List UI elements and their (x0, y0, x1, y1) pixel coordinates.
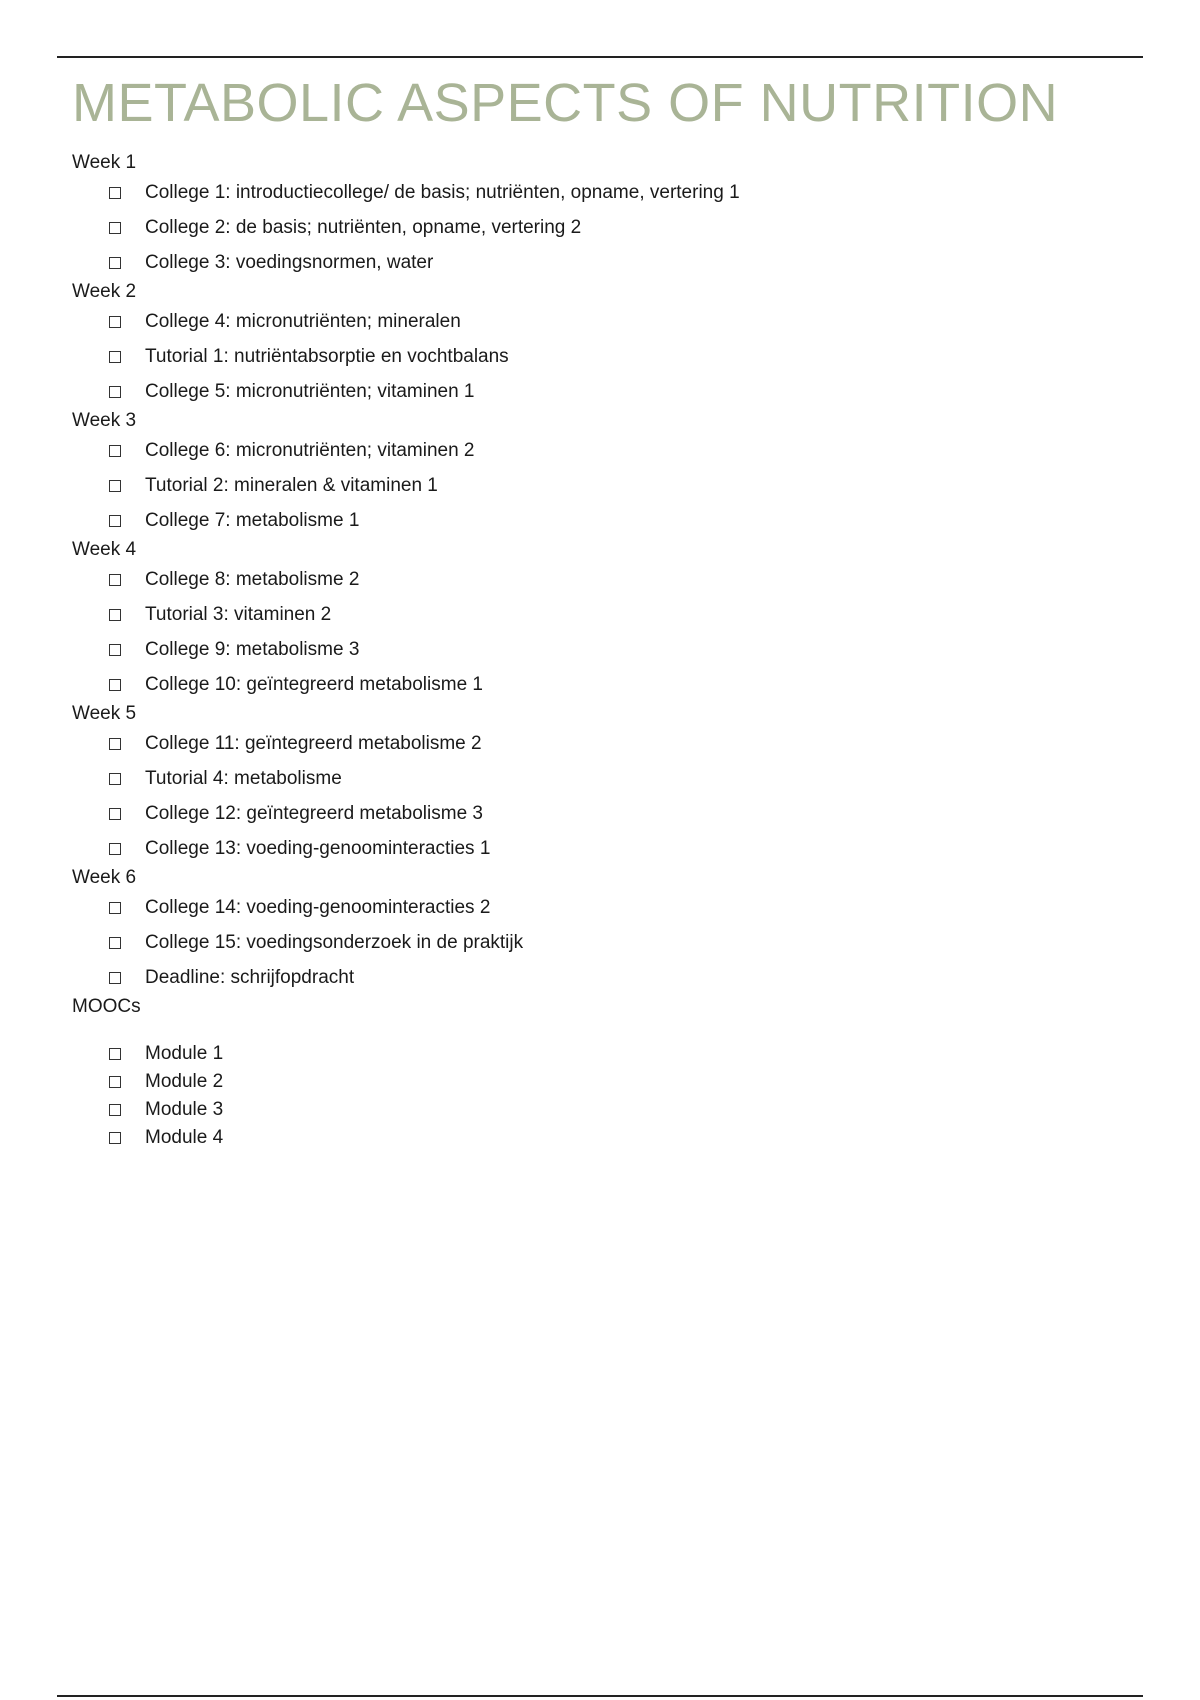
task-list (72, 181, 1112, 275)
task-item (72, 345, 1112, 369)
week-section (72, 702, 1112, 861)
week-heading: Week 5 (72, 703, 137, 724)
task-item (72, 966, 1112, 990)
module-item (72, 1042, 1112, 1066)
checkbox-icon[interactable] (109, 937, 121, 949)
week-section (72, 866, 1112, 990)
task-item (72, 603, 1112, 627)
task-label: College 4: micronutriënten; mineralen (145, 311, 461, 332)
task-label: College 1: introductiecollege/ de basis; nutriënten, opname, vertering 1 (145, 182, 740, 203)
task-item (72, 896, 1112, 920)
checkbox-icon[interactable] (109, 773, 121, 785)
task-label: Tutorial 1: nutriëntabsorptie en vochtbalans (145, 346, 509, 367)
task-item (72, 732, 1112, 756)
task-item (72, 767, 1112, 791)
module-item (72, 1126, 1112, 1150)
checkbox-icon[interactable] (109, 351, 121, 363)
task-label: Tutorial 3: vitaminen 2 (145, 604, 332, 625)
task-list (72, 732, 1112, 861)
task-list (72, 568, 1112, 697)
task-item (72, 439, 1112, 463)
module-label: Module 1 (145, 1043, 224, 1064)
module-label: Module 2 (145, 1071, 224, 1092)
task-list (72, 310, 1112, 404)
checkbox-icon[interactable] (109, 1076, 121, 1088)
checkbox-icon[interactable] (109, 386, 121, 398)
schedule-content (72, 148, 1112, 1154)
moocs-heading: MOOCs (72, 996, 141, 1017)
task-item (72, 216, 1112, 240)
checkbox-icon[interactable] (109, 257, 121, 269)
checkbox-icon[interactable] (109, 738, 121, 750)
task-label: College 7: metabolisme 1 (145, 510, 360, 531)
checkbox-icon[interactable] (109, 609, 121, 621)
task-label: College 2: de basis; nutriënten, opname, vertering 2 (145, 217, 582, 238)
task-item (72, 474, 1112, 498)
task-item (72, 509, 1112, 533)
week-heading: Week 6 (72, 867, 137, 888)
task-label: Deadline: schrijfopdracht (145, 967, 355, 988)
checkbox-icon[interactable] (109, 222, 121, 234)
checkbox-icon[interactable] (109, 445, 121, 457)
task-label: College 3: voedingsnormen, water (145, 252, 434, 273)
checkbox-icon[interactable] (109, 679, 121, 691)
top-rule (57, 56, 1143, 58)
module-item (72, 1070, 1112, 1094)
checkbox-icon[interactable] (109, 316, 121, 328)
checkbox-icon[interactable] (109, 1048, 121, 1060)
checkbox-icon[interactable] (109, 843, 121, 855)
task-label: College 9: metabolisme 3 (145, 639, 360, 660)
task-item (72, 251, 1112, 275)
checkbox-icon[interactable] (109, 644, 121, 656)
module-label: Module 4 (145, 1127, 224, 1148)
task-label: College 14: voeding-genoominteracties 2 (145, 897, 491, 918)
task-item (72, 310, 1112, 334)
week-heading: Week 1 (72, 152, 137, 173)
task-item (72, 837, 1112, 861)
task-list (72, 439, 1112, 533)
document-title: METABOLIC ASPECTS OF NUTRITION (72, 73, 1059, 133)
task-item (72, 181, 1112, 205)
task-label: College 12: geïntegreerd metabolisme 3 (145, 803, 483, 824)
module-item (72, 1098, 1112, 1122)
task-label: Tutorial 4: metabolisme (145, 768, 342, 789)
checkbox-icon[interactable] (109, 808, 121, 820)
module-list (72, 1042, 1112, 1150)
week-section (72, 538, 1112, 697)
week-heading: Week 4 (72, 539, 137, 560)
checkbox-icon[interactable] (109, 1104, 121, 1116)
task-label: Tutorial 2: mineralen & vitaminen 1 (145, 475, 438, 496)
task-label: College 10: geïntegreerd metabolisme 1 (145, 674, 483, 695)
week-heading: Week 2 (72, 281, 137, 302)
week-section (72, 280, 1112, 404)
task-list (72, 896, 1112, 990)
checkbox-icon[interactable] (109, 480, 121, 492)
checkbox-icon[interactable] (109, 515, 121, 527)
task-item (72, 568, 1112, 592)
task-label: College 11: geïntegreerd metabolisme 2 (145, 733, 482, 754)
week-section (72, 409, 1112, 533)
task-item (72, 931, 1112, 955)
task-label: College 8: metabolisme 2 (145, 569, 360, 590)
task-item (72, 380, 1112, 404)
task-label: College 15: voedingsonderzoek in de praktijk (145, 932, 524, 953)
task-item (72, 638, 1112, 662)
checkbox-icon[interactable] (109, 1132, 121, 1144)
week-heading: Week 3 (72, 410, 137, 431)
checkbox-icon[interactable] (109, 187, 121, 199)
week-section (72, 151, 1112, 275)
checkbox-icon[interactable] (109, 574, 121, 586)
task-label: College 5: micronutriënten; vitaminen 1 (145, 381, 475, 402)
module-label: Module 3 (145, 1099, 224, 1120)
task-item (72, 673, 1112, 697)
task-label: College 13: voeding-genoominteracties 1 (145, 838, 491, 859)
task-label: College 6: micronutriënten; vitaminen 2 (145, 440, 475, 461)
bottom-rule (57, 1695, 1143, 1697)
checkbox-icon[interactable] (109, 972, 121, 984)
task-item (72, 802, 1112, 826)
checkbox-icon[interactable] (109, 902, 121, 914)
